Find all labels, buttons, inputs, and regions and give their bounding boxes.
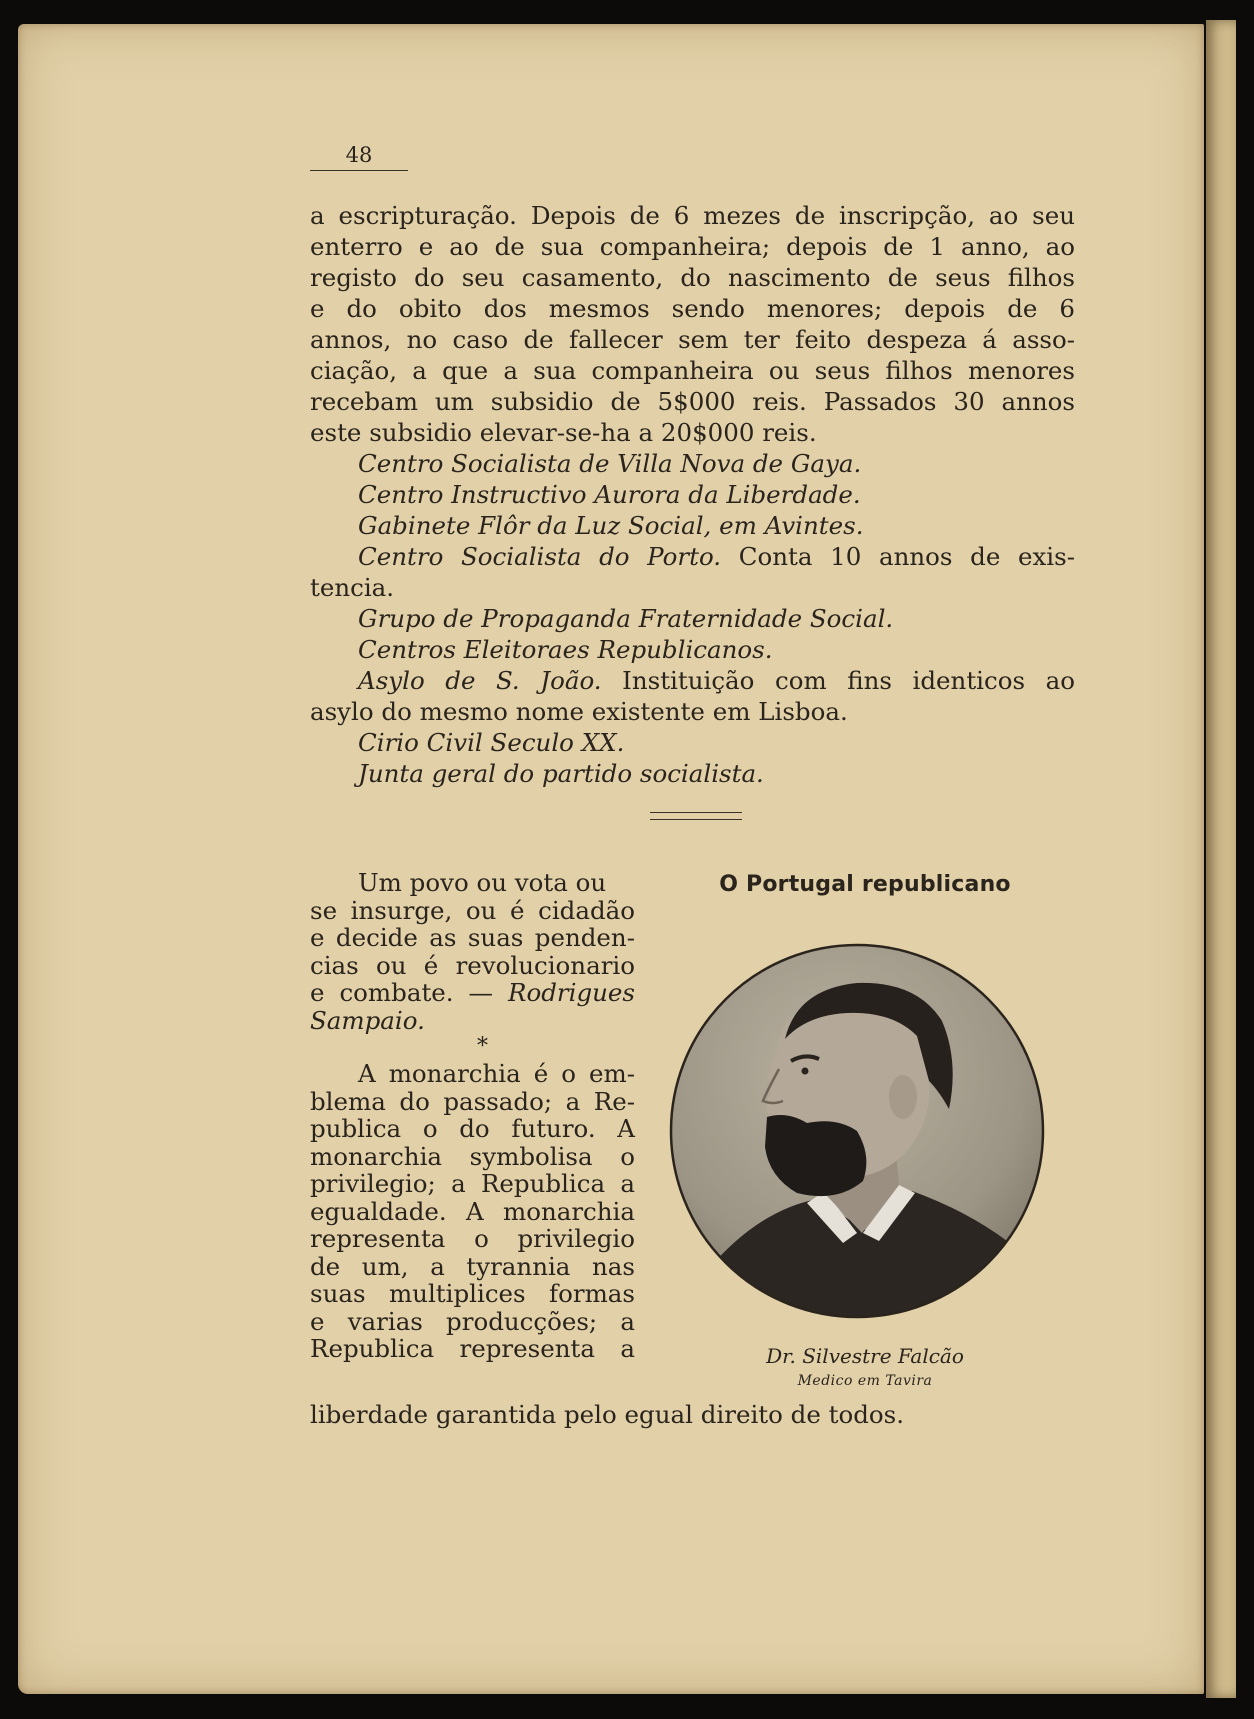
entry-name: Centros Eleitoraes Republicanos. [358,635,773,664]
quote-line: monarchia symbolisa o [310,1141,635,1171]
quote-line: representa o privilegio [310,1224,635,1253]
entry-continuation: asylo do mesmo nome existente em Lisboa. [310,697,848,726]
portrait-caption-role: Medico em Tavira [797,1373,933,1389]
entry-name: Gabinete Flôr da Luz Social, em Avintes. [358,511,864,540]
quote-line: e varias producções; a [310,1306,635,1336]
entry-name: Grupo de Propaganda Fraternidade Social. [358,604,894,633]
entry-name: Asylo de S. João. [358,666,602,695]
quote-line: e decide as suas penden- [310,923,635,952]
entry-note: Conta 10 annos de exis- [721,542,1075,571]
quote-line: suas multiplices formas [310,1279,635,1308]
association-list-text [310,200,1075,789]
entry-name: Centro Socialista de Villa Nova de Gaya. [358,449,862,478]
entry-name: Centro Socialista do Porto. [358,542,722,571]
page-number: 48 [310,140,408,171]
quote-author: Rodrigues [508,978,635,1007]
quote-line: blema do passado; a Re- [310,1086,635,1116]
list-entry [310,541,1075,572]
list-entry [310,603,1075,634]
entry-name: Cirio Civil Seculo XX. [358,728,625,757]
quote-line: privilegio; a Republica a [310,1169,635,1198]
quote-text: e combate. — [310,978,509,1007]
text-line: a escripturação. Depois de 6 mezes de inscripção, ao seu [310,201,1075,230]
quote-line: Um povo ou vota ou [358,868,607,897]
text-line: enterro e ao de sua companheira; depois de 1 anno, ao [310,232,1075,261]
asterisk-separator: * [477,1034,488,1059]
list-entry [310,634,1075,665]
list-entry [310,448,1075,479]
list-entry [310,758,1075,789]
section-divider [650,812,742,820]
quotes-column [310,869,635,1363]
quote-line: cias ou é revolucionario [310,950,635,980]
quote-line: de um, a tyrannia nas [310,1251,635,1281]
portrait-caption-name: Dr. Silvestre Falcão [766,1344,964,1368]
quote-line: publica o do futuro. A [310,1114,635,1143]
final-line: liberdade garantida pelo egual direito de todos. [310,1400,905,1429]
portrait-image [667,941,1047,1321]
entry-continuation: tencia. [310,573,395,602]
quote-line: A monarchia é o em- [358,1059,635,1088]
quote-line: egualdade. A monarchia [310,1196,635,1226]
quote-line [310,979,635,1007]
portrait-heading: O Portugal republicano [719,872,1011,897]
quote-line: Republica representa a [310,1334,635,1363]
text-line: annos, no caso de fallecer sem ter feito despeza á asso- [310,325,1075,354]
text-line: recebam um subsidio de 5$000 reis. Passados 30 annos [310,387,1075,416]
list-entry [310,665,1075,696]
list-entry [310,510,1075,541]
entry-name: Centro Instructivo Aurora da Liberdade. [358,480,861,509]
next-page-edge [1206,20,1236,1698]
text-line: e do obito dos mesmos sendo menores; depois de 6 [310,294,1075,323]
list-entry [310,727,1075,758]
text-line: este subsidio elevar-se-ha a 20$000 reis. [310,418,817,447]
entry-note: Instituição com fins identicos ao [601,666,1075,695]
list-entry [310,479,1075,510]
text-line: ciação, a que a sua companheira ou seus filhos menores [310,356,1075,385]
entry-name: Junta geral do partido socialista. [358,759,764,788]
quote-line: Sampaio. [310,1005,425,1035]
text-line: registo do seu casamento, do nascimento de seus filhos [310,263,1075,292]
quote-line: se insurge, ou é cidadão [310,895,635,925]
